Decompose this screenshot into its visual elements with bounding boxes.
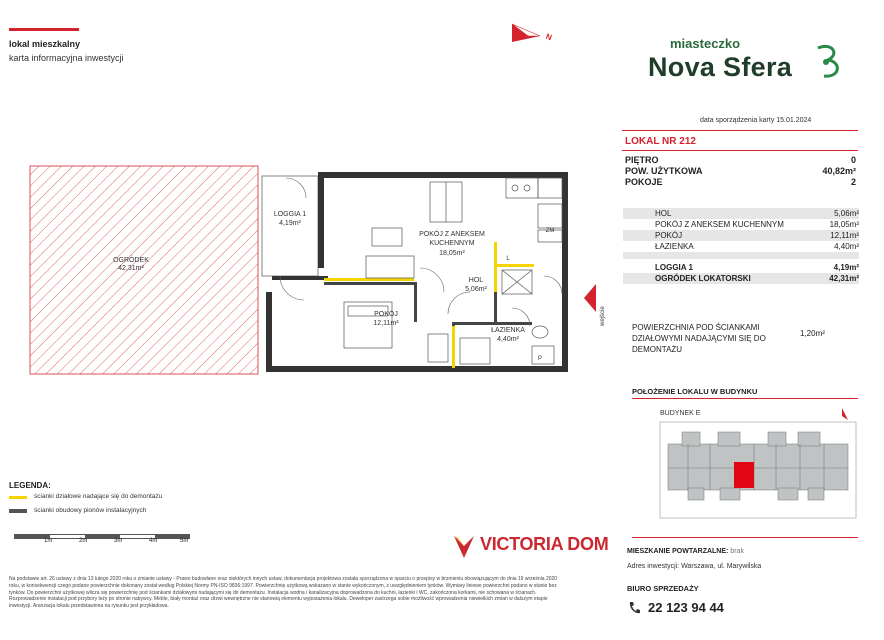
floor-label: PIĘTRO [625, 155, 659, 165]
demolition-label: POWIERZCHNIA POD ŚCIANKAMI DZIAŁOWYMI NADAJĄCYMI SIĘ DO DEMONTAŻU [632, 323, 766, 354]
sales-office-label: BIURO SPRZEDAŻY [627, 584, 699, 593]
room-area: 12,11m² [830, 231, 859, 240]
sales-phone[interactable]: 22 123 94 44 [648, 600, 724, 615]
repeatable-value: brak [730, 548, 744, 555]
living-label-line2: KUCHENNYM [429, 240, 475, 247]
legend-swatch-yellow [9, 496, 27, 499]
unit-location-marker [734, 462, 754, 488]
extra-row [623, 273, 859, 284]
scale-label: 1m [44, 538, 53, 544]
scale-bar [14, 534, 190, 539]
entrance-arrow-icon [584, 284, 596, 312]
area-value: 40,82m² [822, 166, 856, 176]
area-label: POW. UŻYTKOWA [625, 166, 703, 176]
building-label: BUDYNEK E [660, 410, 701, 417]
extra-row [623, 262, 859, 273]
legend-item-demountable: ścianki działowe nadające się do demontażu [34, 493, 163, 500]
logo-subtitle: miasteczko [670, 36, 741, 51]
north-label: N [544, 31, 554, 43]
header-accent-bar [9, 28, 79, 31]
logo-title: Nova Sfera [648, 52, 793, 82]
room-area: 4,40m² [834, 242, 859, 251]
north-arrow-icon [510, 22, 558, 44]
floor-plan [24, 158, 604, 388]
entrance-label: wejście [600, 306, 606, 326]
floor-value: 0 [850, 155, 856, 165]
location-title: POŁOŻENIE LOKALU W BUDYNKU [632, 387, 758, 396]
phone-icon [628, 601, 640, 615]
developer-name: VICTORIA DOM [480, 534, 609, 554]
extra-area: 4,19m² [833, 263, 859, 272]
extra-name: OGRÓDEK LOKATORSKI [655, 274, 751, 283]
scale-label: 2m [79, 538, 88, 544]
page-subtitle: karta informacyjna inwestycji [9, 53, 124, 63]
logo-mark-icon [814, 44, 842, 80]
extra-name: LOGGIA 1 [655, 263, 693, 272]
rooms-label: POKOJE [625, 177, 663, 187]
unit-number: LOKAL NR 212 [625, 136, 696, 147]
room-label: POKÓJ [374, 311, 398, 318]
living-label-line1: POKÓJ Z ANEKSEM [419, 231, 485, 238]
legend-item-shafts: ścianki obudowy pionów instalacyjnych [34, 507, 147, 514]
legend-title: LEGENDA: [9, 481, 51, 490]
garden-label: OGRÓDEK [113, 257, 149, 264]
building-key-plan [658, 404, 858, 524]
garden-area [30, 166, 258, 374]
room-name: POKÓJ Z ANEKSEM KUCHENNYM [655, 220, 784, 229]
developer-logo-icon [452, 534, 476, 560]
living-area-label: 18,05m² [439, 250, 465, 257]
rooms-value: 2 [850, 177, 856, 187]
divider [632, 398, 858, 399]
room-area: 5,06m² [834, 209, 859, 218]
scale-label: 4m [149, 538, 158, 544]
room-area-label: 12,11m² [373, 320, 399, 327]
divider [632, 537, 858, 538]
bath-area-label: 4,40m² [497, 336, 519, 343]
hall-area-label: 5,06m² [465, 286, 487, 293]
page-title: lokal mieszkalny [9, 39, 81, 49]
date-created: data sporządzenia karty 15.01.2024 [700, 117, 812, 124]
loggia-label: LOGGIA 1 [273, 211, 307, 218]
scale-label: 3m [114, 538, 123, 544]
l-label: L [506, 256, 510, 262]
hall-label: HOL [468, 277, 484, 284]
spacer-row [623, 252, 859, 259]
repeatable-label: MIESZKANIE POWTARZALNE: [627, 548, 729, 555]
zm-label: ZM [545, 228, 555, 234]
room-name: ŁAZIENKA [655, 242, 694, 251]
legend-swatch-grey [9, 509, 27, 513]
garden-area-label: 42,31m² [118, 265, 144, 272]
room-row [623, 208, 859, 219]
bath-label: ŁAZIENKA [491, 327, 525, 334]
p-label: P [537, 356, 543, 362]
loggia-area-label: 4,19m² [279, 220, 301, 227]
room-area: 18,05m² [829, 220, 859, 229]
divider [622, 130, 858, 131]
room-row [623, 219, 859, 230]
legal-footnote: Na podstawie art. 26 ustawy z dnia 13 lutego 2020 roku o zmianie ustawy - Prawo budowlane oraz niektórych innych ustaw, dokumentacja projektowa została sporządzona w oparciu o przepisy w brzmieniu obowiązującym do dnia 19 września 2020 roku, w konsekwencji czego podane powierzchnie dokonany został według Polskiej Normy PN-ISO 9836:1997. Powierzchnię użytkową wskazano w stanie wykończonym, z uwzględnieniem tynków. Wymiary liniowe powierzchni podano w stanie bez tynków. Do powierzchni użytkowej wlicza się powierzchnię pod ściankami działowymi nadającymi się do demontażu. Instalacja wodna i kanalizacyjna doprowadzona do kuchni, łazienki i WC, zakończona korkami, nie schowana w ścianach. Rozprowadzenie instalacji pod przybory leży po stronie nabywcy. Meble, biały montaż oraz drzwi wewnętrzne nie stanowią elementu wyposażenia lokalu. Deweloper zastrzega sobie możliwość wprowadzenia niewielkich zmian w dalszym etapie inwestycji. Aranżacja lokalu przedstawiona na rysunku jest przykładowa. [9, 576, 558, 610]
room-row [623, 241, 859, 252]
room-row [623, 230, 859, 241]
investment-address: Adres inwestycji: Warszawa, ul. Marywilska [627, 563, 762, 570]
demolition-value: 1,20m² [800, 329, 825, 338]
repeatable-info [627, 548, 744, 555]
extra-area: 42,31m² [829, 274, 859, 283]
room-name: HOL [655, 209, 672, 218]
scale-label: 5m [180, 538, 189, 544]
divider [622, 150, 858, 151]
room-name: POKÓJ [655, 231, 683, 240]
